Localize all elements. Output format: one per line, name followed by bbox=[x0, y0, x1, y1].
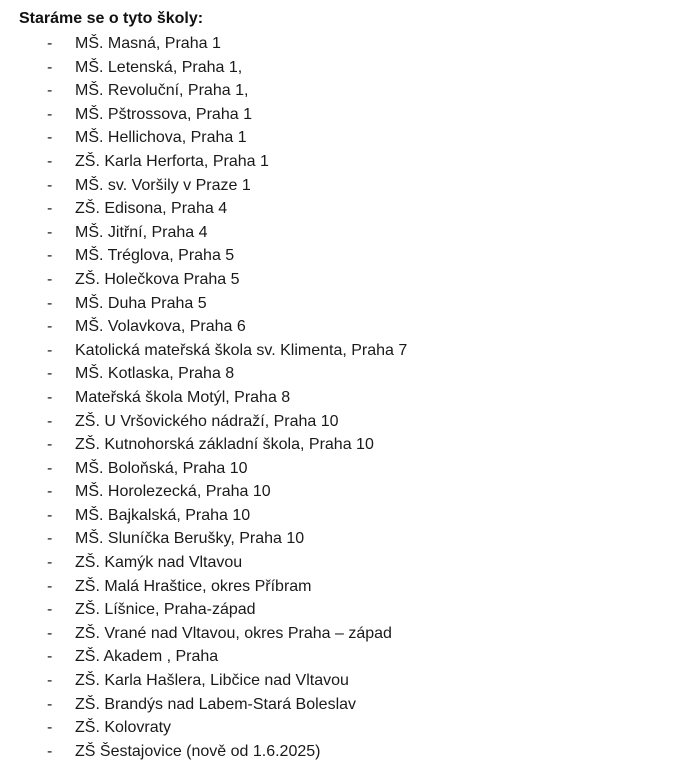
bullet-dash: - bbox=[47, 648, 53, 666]
school-name: Katolická mateřská škola sv. Klimenta, Praha 7 bbox=[75, 341, 408, 359]
school-name: MŠ. Horolezecká, Praha 10 bbox=[75, 483, 271, 501]
bullet-dash: - bbox=[47, 388, 53, 406]
school-name: MŠ. Jitřní, Praha 4 bbox=[75, 223, 208, 241]
school-name: ZŠ Šestajovice (nově od 1.6.2025) bbox=[75, 742, 321, 760]
bullet-dash: - bbox=[47, 82, 53, 100]
bullet-dash: - bbox=[47, 223, 53, 241]
school-name: ZŠ. Kolovraty bbox=[75, 719, 172, 737]
school-name: MŠ. Tréglova, Praha 5 bbox=[75, 247, 235, 265]
page-heading: Staráme se o tyto školy: bbox=[19, 10, 204, 27]
school-name: ZŠ. Líšnice, Praha-západ bbox=[75, 601, 256, 619]
school-name: ZŠ. Akadem , Praha bbox=[75, 648, 219, 666]
bullet-dash: - bbox=[47, 294, 53, 312]
bullet-dash: - bbox=[47, 35, 53, 52]
bullet-dash: - bbox=[47, 318, 53, 336]
school-name: MŠ. Boloňská, Praha 10 bbox=[75, 459, 248, 477]
school-name: MŠ. Revoluční, Praha 1, bbox=[75, 82, 249, 100]
bullet-dash: - bbox=[47, 436, 53, 454]
school-name: ZŠ. Malá Hraštice, okres Příbram bbox=[75, 577, 312, 595]
school-name: ZŠ. Kutnohorská základní škola, Praha 10 bbox=[75, 436, 374, 454]
bullet-dash: - bbox=[47, 176, 53, 194]
bullet-dash: - bbox=[47, 695, 53, 713]
school-name: MŠ. Volavkova, Praha 6 bbox=[75, 318, 246, 336]
bullet-dash: - bbox=[47, 554, 53, 572]
school-name: ZŠ. U Vršovického nádraží, Praha 10 bbox=[75, 412, 339, 430]
school-name: ZŠ. Karla Herforta, Praha 1 bbox=[75, 152, 269, 170]
bullet-dash: - bbox=[47, 270, 53, 288]
bullet-dash: - bbox=[47, 624, 53, 642]
bullet-dash: - bbox=[47, 530, 53, 548]
school-name: MŠ. sv. Voršily v Praze 1 bbox=[75, 176, 251, 194]
bullet-dash: - bbox=[47, 506, 53, 524]
bullet-dash: - bbox=[47, 577, 53, 595]
bullet-dash: - bbox=[47, 742, 53, 760]
school-name: Mateřská škola Motýl, Praha 8 bbox=[75, 388, 291, 406]
school-name: MŠ. Hellichova, Praha 1 bbox=[75, 129, 247, 147]
school-name: ZŠ. Vrané nad Vltavou, okres Praha – západ bbox=[75, 624, 392, 642]
school-name: MŠ. Letenská, Praha 1, bbox=[75, 58, 243, 76]
school-name: ZŠ. Brandýs nad Labem-Stará Boleslav bbox=[75, 695, 357, 713]
bullet-dash: - bbox=[47, 412, 53, 430]
bullet-dash: - bbox=[47, 365, 53, 383]
bullet-dash: - bbox=[47, 672, 53, 690]
school-name: MŠ. Sluníčka Berušky, Praha 10 bbox=[75, 530, 305, 548]
school-name: MŠ. Pštrossova, Praha 1 bbox=[75, 105, 252, 123]
bullet-dash: - bbox=[47, 719, 53, 737]
school-name: ZŠ. Edisona, Praha 4 bbox=[75, 200, 228, 218]
bullet-dash: - bbox=[47, 483, 53, 501]
bullet-dash: - bbox=[47, 152, 53, 170]
school-name: ZŠ. Kamýk nad Vltavou bbox=[75, 554, 243, 572]
school-name: MŠ. Duha Praha 5 bbox=[75, 294, 207, 312]
school-name: MŠ. Bajkalská, Praha 10 bbox=[75, 506, 251, 524]
bullet-dash: - bbox=[47, 105, 53, 123]
school-name: MŠ. Kotlaska, Praha 8 bbox=[75, 365, 235, 383]
bullet-dash: - bbox=[47, 341, 53, 359]
bullet-dash: - bbox=[47, 129, 53, 147]
bullet-dash: - bbox=[47, 247, 53, 265]
bullet-dash: - bbox=[47, 200, 53, 218]
school-name: ZŠ. Karla Hašlera, Libčice nad Vltavou bbox=[75, 672, 349, 690]
school-name: MŠ. Masná, Praha 1 bbox=[75, 35, 221, 52]
bullet-dash: - bbox=[47, 58, 53, 76]
bullet-dash: - bbox=[47, 601, 53, 619]
bullet-dash: - bbox=[47, 459, 53, 477]
school-name: ZŠ. Holečkova Praha 5 bbox=[75, 270, 240, 288]
